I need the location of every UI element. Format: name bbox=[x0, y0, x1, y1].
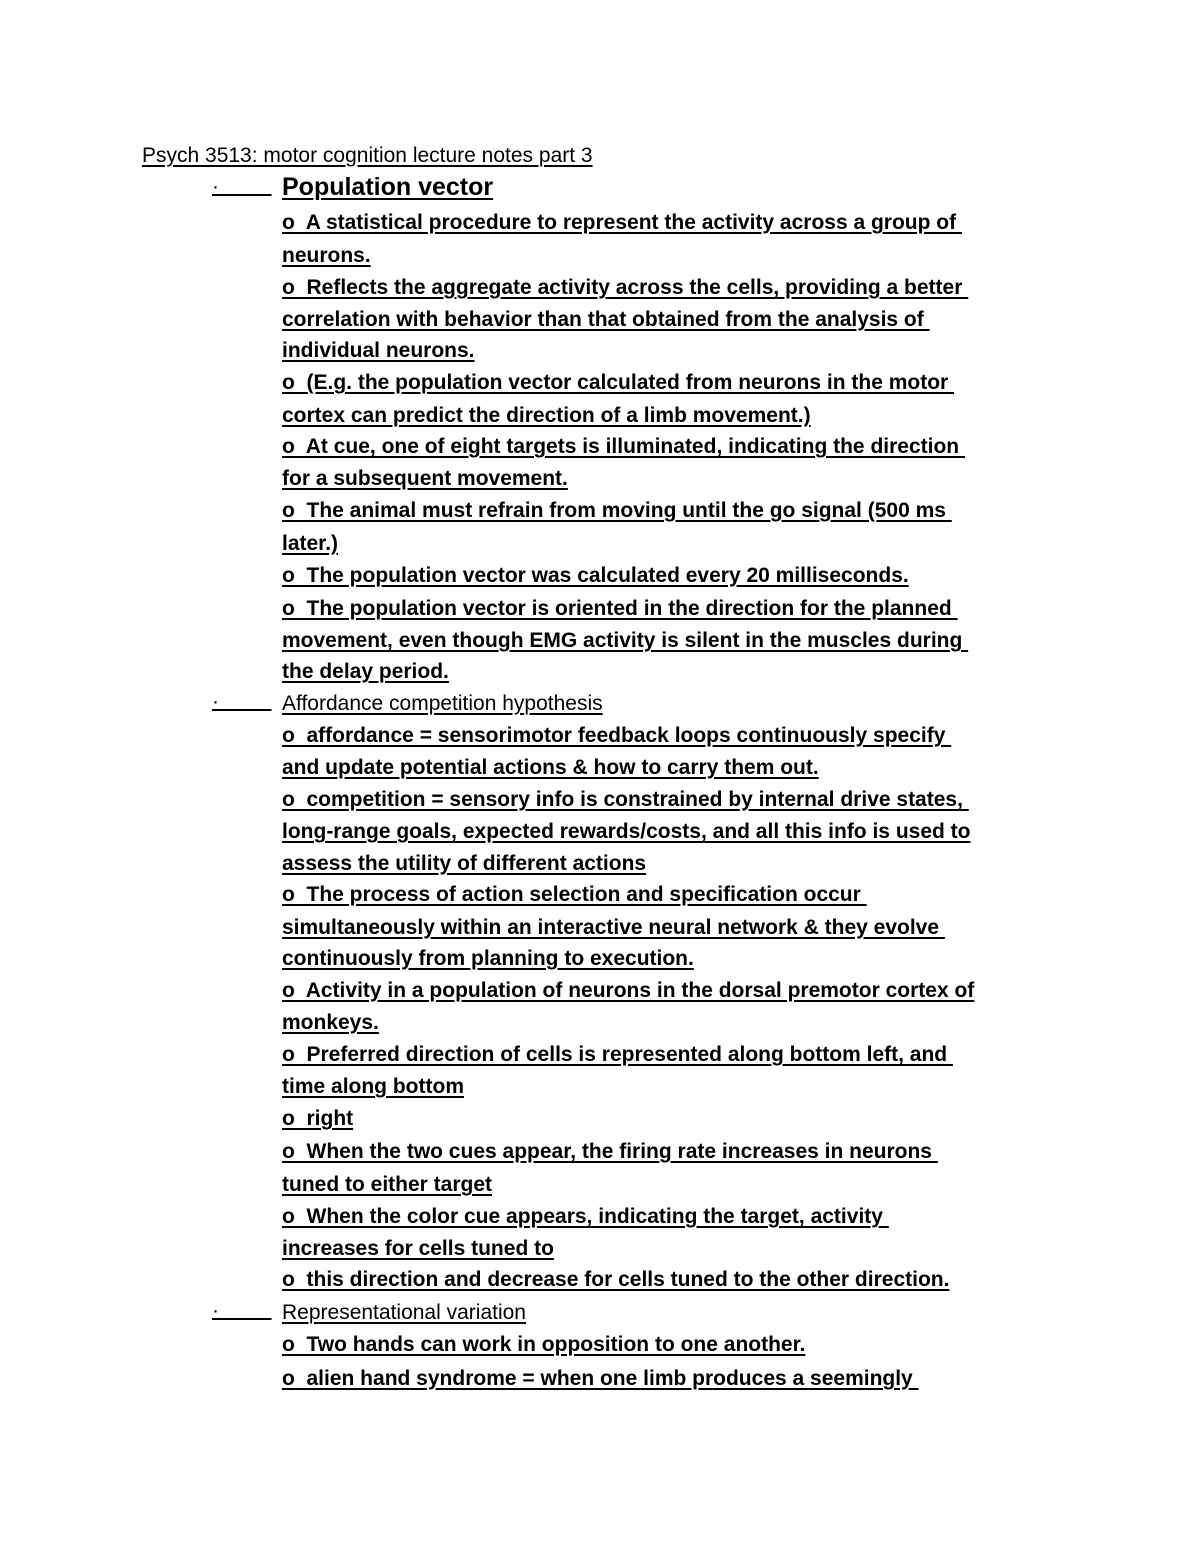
document-title: Psych 3513: motor cognition lecture notes part 3 bbox=[142, 144, 593, 167]
note-line: o alien hand syndrome = when one limb produces a seemingly bbox=[282, 1367, 919, 1390]
note-line: o The animal must refrain from moving until the go signal (500 ms bbox=[282, 499, 952, 522]
note-line: o Activity in a population of neurons in the dorsal premotor cortex of bbox=[282, 979, 975, 1002]
note-line: o The population vector is oriented in the direction for the planned bbox=[282, 597, 958, 620]
note-line: o When the color cue appears, indicating the target, activity bbox=[282, 1205, 889, 1228]
note-line: o competition = sensory info is constrained by internal drive states, bbox=[282, 788, 969, 811]
note-line: assess the utility of different actions bbox=[282, 852, 647, 875]
section-bullet: · bbox=[212, 1299, 219, 1322]
section-heading-affordance-competition: Affordance competition hypothesis bbox=[282, 692, 603, 715]
note-line: o Reflects the aggregate activity across the cells, providing a better bbox=[282, 276, 969, 299]
note-line: simultaneously within an interactive neural network & they evolve bbox=[282, 916, 945, 939]
section-bullet: · bbox=[212, 690, 219, 713]
note-line: time along bottom bbox=[282, 1075, 464, 1098]
note-line: continuously from planning to execution. bbox=[282, 947, 694, 970]
note-line: o The process of action selection and specification occur bbox=[282, 883, 867, 906]
section-heading-representational-variation: Representational variation bbox=[282, 1301, 526, 1324]
note-line: o this direction and decrease for cells tuned to the other direction. bbox=[282, 1268, 950, 1291]
note-line: o A statistical procedure to represent the activity across a group of bbox=[282, 211, 962, 234]
note-line: long-range goals, expected rewards/costs, and all this info is used to bbox=[282, 820, 971, 843]
note-line: monkeys. bbox=[282, 1011, 379, 1034]
note-line: o At cue, one of eight targets is illuminated, indicating the direction bbox=[282, 435, 965, 458]
note-line: correlation with behavior than that obtained from the analysis of bbox=[282, 308, 930, 331]
note-line: for a subsequent movement. bbox=[282, 467, 568, 490]
note-line: o Preferred direction of cells is represented along bottom left, and bbox=[282, 1043, 953, 1066]
note-line: o Two hands can work in opposition to one another. bbox=[282, 1333, 806, 1356]
note-line: individual neurons. bbox=[282, 339, 475, 362]
note-line: o The population vector was calculated every 20 milliseconds. bbox=[282, 564, 909, 587]
note-line: o When the two cues appear, the firing rate increases in neurons bbox=[282, 1140, 938, 1163]
note-line: later.) bbox=[282, 532, 339, 555]
section-heading-population-vector: Population vector bbox=[282, 173, 494, 201]
note-line: and update potential actions & how to carry them out. bbox=[282, 756, 819, 779]
note-line: increases for cells tuned to bbox=[282, 1237, 554, 1260]
note-line: o right bbox=[282, 1107, 354, 1130]
note-line: the delay period. bbox=[282, 660, 449, 683]
note-line: o (E.g. the population vector calculated from neurons in the motor bbox=[282, 371, 955, 394]
section-bullet: · bbox=[212, 175, 219, 198]
note-line: o affordance = sensorimotor feedback loops continuously specify bbox=[282, 724, 952, 747]
note-line: cortex can predict the direction of a limb movement.) bbox=[282, 404, 811, 427]
note-line: neurons. bbox=[282, 244, 371, 267]
note-line: movement, even though EMG activity is silent in the muscles during bbox=[282, 629, 969, 652]
note-line: tuned to either target bbox=[282, 1173, 493, 1196]
